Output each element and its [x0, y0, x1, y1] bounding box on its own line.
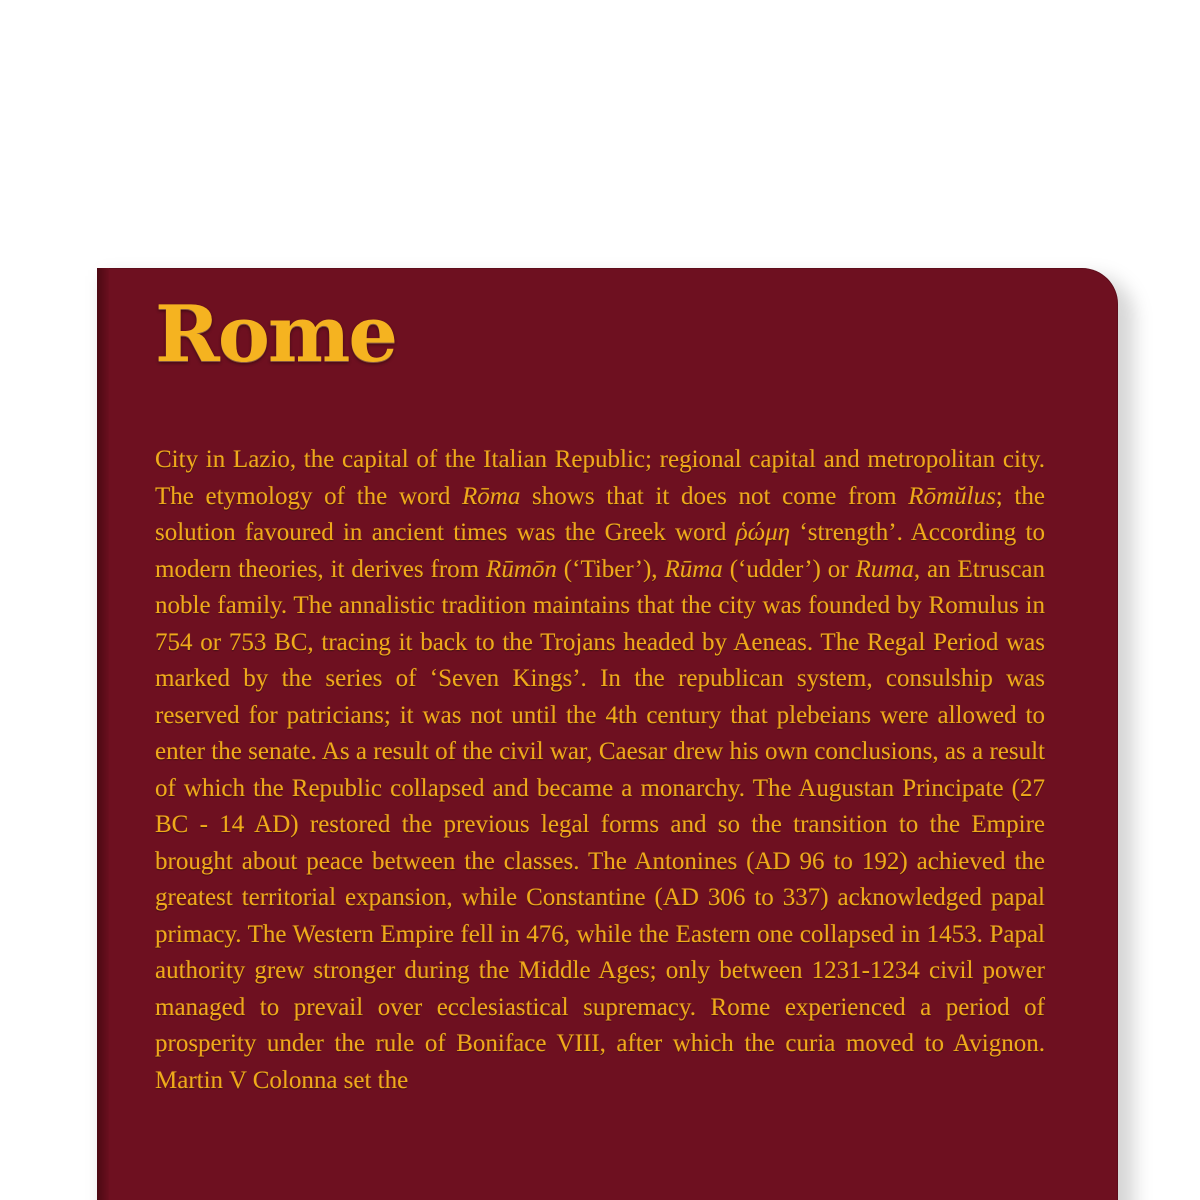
cover-title: Rome: [155, 289, 397, 380]
italic-term: Rōmŭlus: [908, 482, 996, 510]
text-run: ; the solution favoured in ancient times was the Greek word: [155, 482, 1045, 546]
text-run: ‘strength’. According to modern theories, it derives from: [155, 519, 1045, 583]
text-run: , an Etruscan noble family. The annalistic tradition maintains that the city was founded by Romulus in 754 or 753 BC, tracing it back to the Trojans headed by Aeneas. The Regal Period was marked by the series of ‘Seven Kings’. In the republican system, consulship was reserved for patricians; it was not until the 4th century that plebeians were allowed to enter the senate. As a result of the civil war, Caesar drew his own conclusions, as a result of which the Republic collapsed and became a monarchy. The Augustan Principate (27 BC - 14 AD) restored the previous legal forms and so the transition to the Empire brought about peace between the classes. The Antonines (AD 96 to 192) achieved the greatest territorial expansion, while Constantine (AD 306 to 337) acknowledged papal primacy. The Western Empire fell in 476, while the Eastern one collapsed in 1453. Papal authority grew stronger during the Middle Ages; only between 1231-1234 civil power managed to prevail over ecclesiastical supremacy. Rome experienced a period of prosperity under the rule of Boniface VIII, after which the curia moved to Avignon. Martin V Colonna set the: [155, 555, 1045, 1094]
notebook-cover: [97, 268, 1118, 1200]
italic-term: Rūma: [664, 555, 723, 583]
italic-term: Rōma: [462, 482, 521, 510]
text-run: (‘udder’) or: [722, 555, 856, 583]
cover-body-text: [155, 442, 1045, 1200]
italic-term: ῥώμη: [735, 519, 791, 546]
notebook-spine: [97, 268, 109, 1200]
text-run: shows that it does not come from: [520, 482, 909, 510]
text-run: City in Lazio, the capital of the Italian Republic; regional capital and metropolitan city. The etymology of the word: [155, 446, 1045, 510]
italic-term: Ruma: [855, 555, 914, 583]
italic-term: Rūmōn: [486, 555, 557, 583]
text-run: (‘Tiber’),: [556, 555, 665, 583]
